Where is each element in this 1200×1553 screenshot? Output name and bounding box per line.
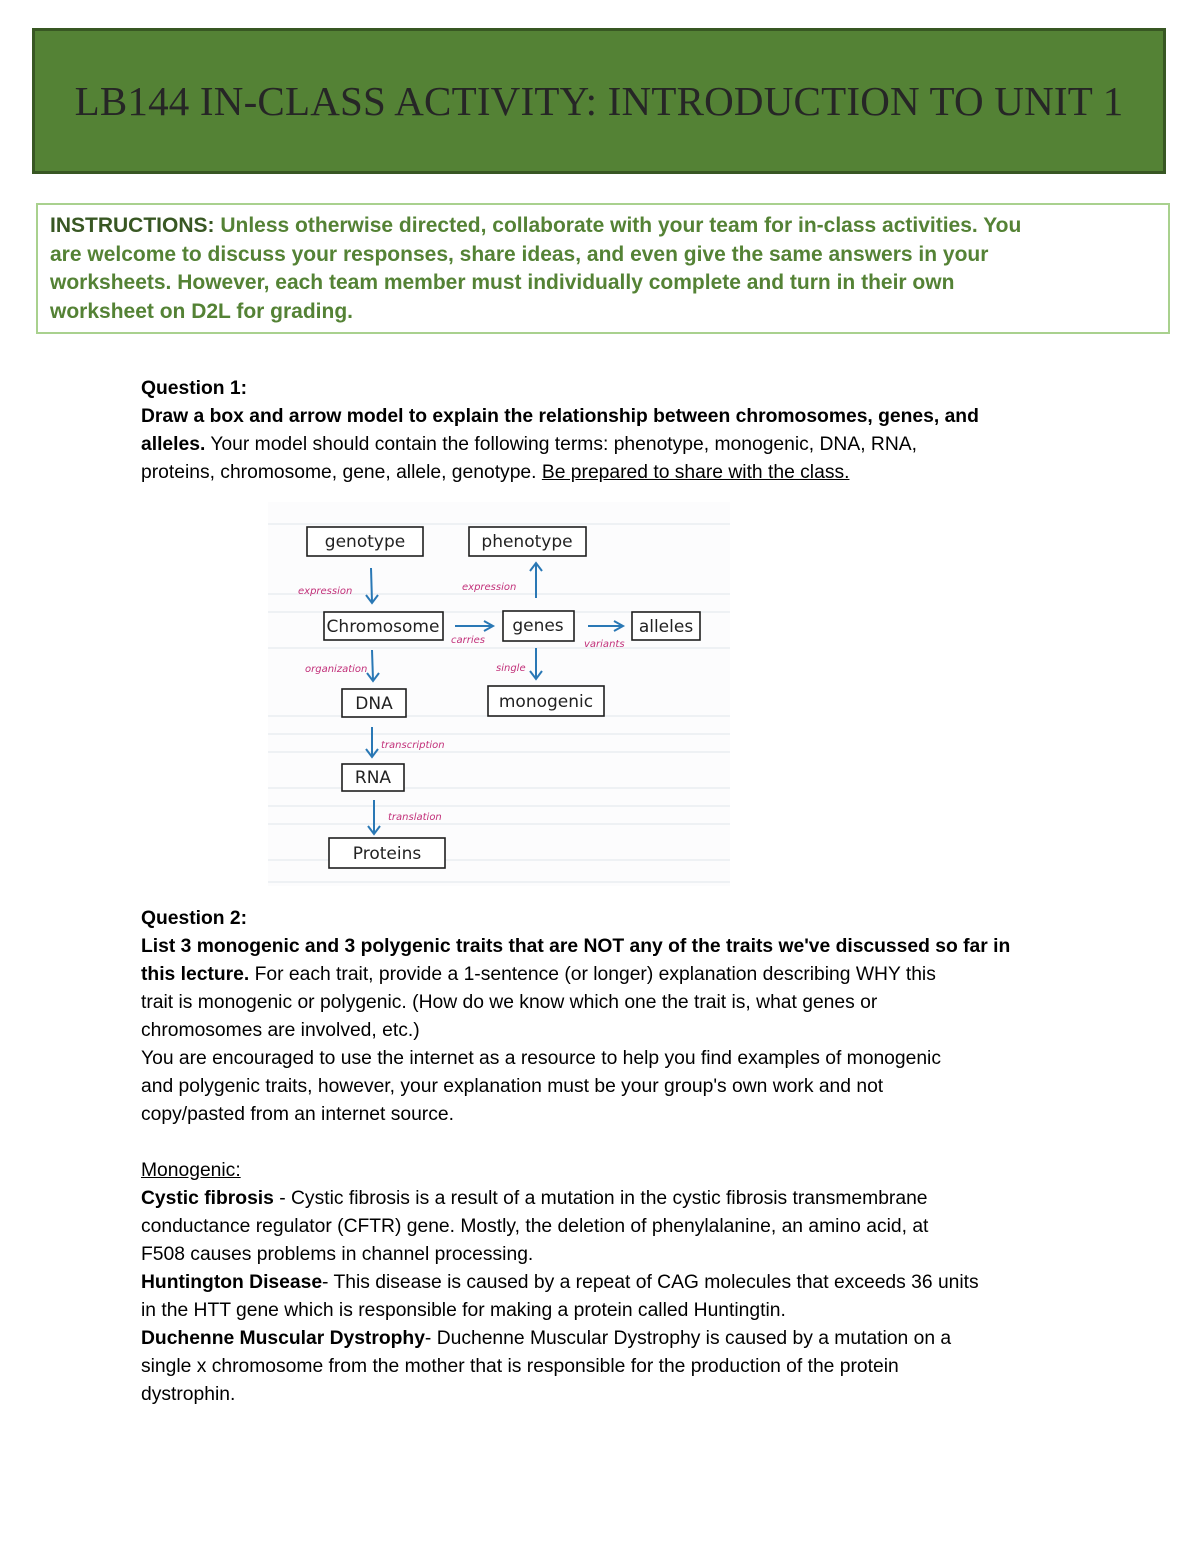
question-1-prompt-bold: alleles. <box>141 434 206 455</box>
label-variants: variants <box>584 639 625 650</box>
arrow-genes-to-alleles <box>588 621 623 631</box>
question-2 <box>141 905 1071 1409</box>
label-translation: translation <box>388 812 442 823</box>
monogenic-heading: Monogenic: <box>141 1160 241 1181</box>
label-organization: organization <box>305 664 368 675</box>
label-expression-left: expression <box>298 586 353 597</box>
trait-text: - Cystic fibrosis is a result of a mutation in the cystic fibrosis transmembrane <box>273 1188 928 1209</box>
trait-line: in the HTT gene which is responsible for making a protein called Huntingtin. <box>141 1300 786 1321</box>
label-transcription: transcription <box>381 740 445 751</box>
monogenic-label: monogenic <box>498 692 594 712</box>
rna-box <box>342 764 404 791</box>
trait-name: Cystic fibrosis <box>141 1188 274 1209</box>
question-1 <box>141 375 1071 487</box>
alleles-label: alleles <box>638 617 694 637</box>
proteins-box <box>329 838 445 868</box>
label-carries: carries <box>451 635 485 646</box>
trait-line <box>141 1185 1071 1213</box>
chromosome-box <box>324 612 443 640</box>
question-1-share-note: Be prepared to share with the class. <box>541 462 850 483</box>
rna-label: RNA <box>354 768 392 788</box>
question-1-heading: Question 1: <box>141 378 248 399</box>
genotype-label: genotype <box>324 532 406 552</box>
instructions-box <box>36 203 1170 334</box>
arrow-chromosome-to-genes <box>455 621 493 631</box>
genes-label: genes <box>512 616 564 636</box>
chromosome-label: Chromosome <box>326 617 440 637</box>
arrow-chromosome-to-dna <box>367 650 379 681</box>
instructions-label: INSTRUCTIONS: <box>50 214 215 237</box>
question-1-prompt-line <box>141 459 1071 487</box>
trait-line: conductance regulator (CFTR) gene. Mostly, the deletion of phenylalanine, an amino acid, at <box>141 1216 929 1237</box>
arrow-genes-to-phenotype <box>530 563 542 598</box>
question-1-prompt-text: Your model should contain the following terms: phenotype, monogenic, DNA, RNA, <box>205 434 917 455</box>
phenotype-label: phenotype <box>481 532 573 552</box>
title-banner <box>32 28 1166 174</box>
trait-text: - Duchenne Muscular Dystrophy is caused by a mutation on a <box>424 1328 952 1349</box>
arrow-genotype-to-chromosome <box>366 568 378 603</box>
trait-line: single x chromosome from the mother that is responsible for the production of the protein <box>141 1356 899 1377</box>
blank-line <box>141 1129 1071 1157</box>
arrow-genes-to-monogenic <box>530 648 542 679</box>
question-2-heading: Question 2: <box>141 908 248 929</box>
box-arrow-model-figure <box>268 502 730 886</box>
proteins-label: Proteins <box>352 844 422 864</box>
label-single: single <box>496 663 526 674</box>
instructions-text: Unless otherwise directed, collaborate with your team for in-class activities. You <box>220 214 1022 237</box>
question-2-prompt-bold: this lecture. <box>141 964 250 985</box>
dna-label: DNA <box>355 694 393 714</box>
question-2-prompt-line: List 3 monogenic and 3 polygenic traits that are NOT any of the traits we've discussed so far in <box>141 936 1011 957</box>
trait-text: - This disease is caused by a repeat of CAG molecules that exceeds 36 units <box>322 1272 979 1293</box>
page-title: LB144 IN-CLASS ACTIVITY: INTRODUCTION TO UNIT 1 <box>74 78 1124 124</box>
instructions-line: worksheet on D2L for grading. <box>50 299 353 323</box>
question-2-prompt-line: copy/pasted from an internet source. <box>141 1104 454 1125</box>
trait-line <box>141 1269 1071 1297</box>
question-1-prompt-line: Draw a box and arrow model to explain the relationship between chromosomes, genes, and <box>141 406 979 427</box>
question-2-prompt-line <box>141 961 1071 989</box>
arrow-dna-to-rna <box>366 727 378 757</box>
phenotype-box <box>469 527 586 556</box>
trait-name: Huntington Disease <box>141 1272 323 1293</box>
trait-line: F508 causes problems in channel processing. <box>141 1244 534 1265</box>
instructions-line: are welcome to discuss your responses, share ideas, and even give the same answers in your <box>50 242 989 266</box>
arrow-rna-to-proteins <box>368 800 380 834</box>
question-1-prompt-line <box>141 431 1071 459</box>
question-2-prompt-line: and polygenic traits, however, your explanation must be your group's own work and not <box>141 1076 884 1097</box>
label-expression-right: expression <box>462 582 517 593</box>
trait-name: Duchenne Muscular Dystrophy <box>141 1328 425 1349</box>
question-2-prompt-text: For each trait, provide a 1-sentence (or longer) explanation describing WHY this <box>249 964 936 985</box>
trait-line: dystrophin. <box>141 1384 236 1405</box>
genes-box <box>503 611 574 641</box>
question-2-prompt-line: trait is monogenic or polygenic. (How do we know which one the trait is, what genes or <box>141 992 878 1013</box>
trait-line <box>141 1325 1071 1353</box>
genotype-box <box>307 527 423 556</box>
question-2-prompt-line: You are encouraged to use the internet as a resource to help you find examples of monogenic <box>141 1048 941 1069</box>
alleles-box <box>632 612 700 640</box>
question-2-prompt-line: chromosomes are involved, etc.) <box>141 1020 420 1041</box>
box-arrow-model-diagram <box>268 502 730 886</box>
question-1-prompt-text: proteins, chromosome, gene, allele, genotype. <box>141 462 542 483</box>
dna-box <box>342 689 406 717</box>
monogenic-box <box>488 686 604 716</box>
instructions-line: worksheets. However, each team member must individually complete and turn in their own <box>50 271 955 294</box>
instructions-line <box>50 212 1156 241</box>
